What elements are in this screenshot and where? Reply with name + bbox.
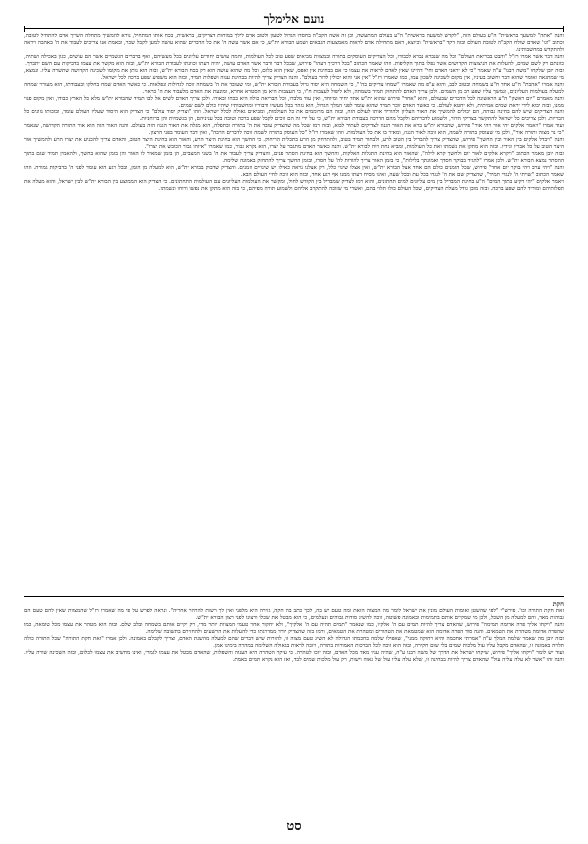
paragraph: ובזה יובן שלקחו "משה רבנו" ע"ה שאמר "כי לא יראני האדם וחי" דהיינו שאין לאדם לראות את עצמו כי אם בבחינת אין ואפס, שאין הוא כלום, וכל מה שהוא עושה הוא רק בכח הבורא ית"ש, ובזה הוא נותן את מקומו לשכינה הקדושה שתשרה עליו. ונמצא, מי שמתגאה ואומר שהוא דבר וחשוב בעיניו, אין מקום לשכינה לשכון עמו, כמו שאמרו רז"ל "אין אני והוא יכולין לדור בעולם". והנה הצדיק צריך להיות בבחינת ענוה ושפלות תמיד, ובזה הוא משפיע שפע ברכה לכל ישראל.: [24, 67, 564, 81]
paragraph: ובזה יובן מאמר הכתוב "ויקרא אלקים לאור יום ולחשך קרא לילה", שהאור הוא בחינת התגלות האלקות, והחשך הוא בחינת הסתר פנים, והצדיק צריך לעבוד את ה' בשני המצבים, הן בזמן שמאיר לו האור והן בזמן שהוא בחשך, ולהאמין תמיד שגם בתוך ההסתר נמצא הבורא ית"ש. ולכן אמרו "להגיד בבוקר חסדך ואמונתך בלילות", כי בזמן האור צריך להודות לה' על חסדו, ובזמן החשך צריך להתחזק באמונה שלימה.: [24, 151, 564, 165]
paragraph: והנה הצדיקים שיש להם בחינה גבוהה, הם יכולים להמשיך את האור העליון ולהוריד אותו לעולם הזה, ובזה הם מרוממים את כל העולמות, ומביאים גאולה לכלל ישראל. וזהו "וצדיק יסוד עולם" כי הצדיק הוא היסוד שעליו העולם עומד, ובזכותו נזונים כל הבריות. ולכן צריכים כל ישראל להתקשר בצדיקי הדור, ולשמוע לדבריהם ולקבל מהם הדרכה בעבודת הבורא ית"ש, כי על ידי זה הם זוכים לקבל שפע ברכה וטובה בכל עניניהם, הן בגשמיות והן ברוחניות.: [24, 109, 564, 123]
paragraph: זאת חקת התורה וכו'. פירש"י "לפי שהשטן ואומות העולם מונין את ישראל לומר מה המצוה הזאת ומה טעם יש בה, לכך כתב בה חקה, גזירה היא מלפני ואין לך רשות להרהר אחריה". ונראה לפרש על פי מה שאמרו רז"ל שהמצוות שאין להם טעם הם גבוהות מאד, והם למעלה מן השכל, ולכן מי שמקיים אותם בתמימות ובאמונה פשוטה, זוכה להשיג סודות גבוהים ונעלמים, כי הוא מבטל את שכלו ורצונו לפני רצון הבורא ית"ש.: [24, 608, 564, 621]
page-number: סט: [286, 819, 302, 834]
section-text: [24, 608, 564, 806]
section-divider: [24, 596, 564, 597]
paragraph: והנה "אתה" למשעך בראשית" ה"ע בעולם הזה, "לקדש למשעה בראשית" ה"ע בעולם המתעשה, וכן זה אשה הקב"ה בחסדו הגדול לטעון ולטוב אדם לילך במוחות דצדיקים, בראשית, בכח אותו המתחיל, נורא להמשיך מתחלה השייך אדם להתחיל לטובה, וכתוב "וגו' שאדם שולח הקב"ה לטובת העולם ובזה דקד "בראשית" וכיוצא, דאם מתחילה אדם לראות מאמצעות הגבאים ושמע הבורא ית"ש, כי אם אשר עשה ה' את כל הדברים שהוא עושה למען לקבל שכר, ובאמת אנו צריכים לעבוד את ה' באהבה ויראה ולהתקדש במחשבותינו.: [24, 33, 564, 53]
paragraph: והנה אמרו "אהבת" ה"ע אחד ח"ע בשמחה ובטוב לבב, והוא ע"פ מה שאמרו "שמחו צדיקים בה'", כי השמחה היא יסוד גדול בעבודת הבורא ית"ש, ומי שעובד את ה' בשמחה זוכה לגדולות ונפלאות. כי כאשר האדם שמח בחלקו ובעבודתו, הוא מעורר שמחה למעלה בעולמות העליונים, ונמשך עליו שפע רב מן השמים. ולכן צריך האדם להתחזק תמיד בשמחה, ולא ליפול לעצבות ח"ו, כי העצבות היא מן הסטרא אחרא, ומונעת את האדם מלעבוד את ה' כראוי.: [24, 81, 564, 95]
paragraph: ועוד אמרו "ויאמר אלקים יהי אור ויהי אור" פירוש, שהבורא ית"ש ברא את האור הגנוז לצדיקים לעתיד לבוא, ובזה רמז שכל מה שהצדיק עובד את ה' בתורה ובתפלה, הוא מגלה את האור הגנוז הזה בעולם. והנה האור הזה הוא אור התורה הקדושה, שנאמר "כי נר מצוה ותורה אור", ולכן מי שעוסק בתורה לשמה, הוא זוכה לאור הגנוז, ומאיר בו את כל העולמות. וזהו שאמרו רז"ל "כל העוסק בתורה לשמה זוכה לדברים הרבה", ואין דבר העומד בפני הרצון.: [24, 123, 564, 137]
rule-tick-left: [24, 26, 25, 32]
running-head: [24, 10, 564, 29]
paragraph: והנה "ויהי ערב ויהי בוקר יום אחד" פירוש, שכל הזמנים כולם הם אחד אצל הבורא ית"ש, ואין אצלו שינוי כלל, רק אצלנו נראה כאילו יש שינויים וזמנים. והצדיק שדבוק בבורא ית"ש, הוא למעלה מן הזמן, ובכל רגע הוא עומד לפני ה' בדביקות גמורה. וזהו שאמר הכתוב "שויתי ה' לנגדי תמיד", שהצדיק שם את ה' לנגדו בכל עת ובכל שעה, ואינו מסיח דעתו ממנו אף רגע אחד, ובזה הוא זוכה לחיי העולם הבא.: [24, 165, 564, 179]
rule-tick-right: [563, 26, 564, 32]
paragraph: ויאמר אלקים "יהי רקיע בתוך המים" ה"ע בחינת המבדיל בין מים עליונים למים תחתונים, והוא רמז לצדיק שמבדיל בין הקודש לחול, ומקשר את העולמות העליונים עם העולמות התחתונים. כי הצדיק הוא הממוצע בין הבורא ית"ש לבין ישראל, והוא מעלה את תפלותיהם ומוריד להם שפע ברכה. ובזה מובן גודל מעלת הצדיקים, שכל העולם כולו תלוי בהם, ואשרי מי שזוכה להתקרב אליהם ולשמוע תורה מפיהם, כי בזה הוא מתקן את נפשו ורוחו ונשמתו.: [24, 179, 564, 192]
paragraph: והנה מאמרם "יום ראשון" ה"ע הראשונה לכל הדברים שבעולם, והוא "אחד" פירוש שהוא ית"ש אחד יחיד ומיוחד, ואין עוד מלבדו, וכל הבריאה כולה היא בכחו ובאורו. ולכן צריך האדם לשים אל לבו תמיד שהבורא ית"ש מלא כל הארץ כבודו, ואין מקום פנוי ממנו, ובזה יבוא לידי יראת שמים אמיתית, ולא יחטא לעולם. כי כאשר האדם זוכר תמיד שהוא עומד לפני המלך הגדול, הוא נזהר בכל מעשיו ודבוריו ומחשבותיו שיהיו כולם לשם שמים.: [24, 95, 564, 109]
page-title: נועם אלימלך: [263, 12, 325, 26]
paragraph: והנה דבר אשר אמרו רז"ל "והבט בבריאת העולם" וכל מה שנברא נברא לכבודו, וכל הצדיקים העוסקים בתורה ובמצוות מביאים שפע טוב לכל העולמות, והמה עושים יחודים עליונים בכל מעשיהם, ואף בדברים הגשמיים אשר הם עושים, כגון באכילה ושתיה, כוונתם רק לשם שמים, להעלות את הניצוצות הקדושים אשר נפלו בתוך הקליפות. וזהו שאמר הכתוב "בכל דרכיך דעהו" פירוש, שבכל דבר ודבר אשר האדם עושה, יהיה דעתו וכוונתו לעבודת הבורא ית"ש, ובזה הוא מקשר את עצמו בדביקות עם השם יתברך.: [24, 53, 564, 67]
paragraph: והנה "ויבדל אלקים בין האור ובין החשך" פירוש, שהצדיק צריך להבדיל בין הטוב לרע, ולבחור תמיד בטוב, ולהתרחק מן הרע בתכלית הריחוק. כי החשך הוא בחינת היצר הרע, והאור הוא בחינת היצר הטוב, והאדם צריך להכניע את יצרו הרע ולהמשיך אור היצר הטוב על כל אבריו וגידיו. ובזה הוא מתקן את נשמתו ואת כל העולמות, ומביא נחת רוח לבורא ית"ש. והנה כאשר האדם מתגבר על יצרו, הוא נקרא גבור, כמו שאמרו "איזהו גבור הכובש את יצרו".: [24, 137, 564, 151]
section-heading: חקת: [552, 600, 564, 608]
main-commentary-text: [24, 33, 564, 593]
paragraph: ובזה יובן מה שאמר שלמה המלך ע"ה "אמרתי אחכמה והיא רחוקה ממני", שאפילו שלמה בחכמתו הגדולה לא השיג טעם מצוה זו, להורות שיש דברים שהם למעלה מהשגת האדם, וצריך לקבלם באמונה. ולכן אמרו "זאת חקת התורה" שכל התורה כולה תלויה באמונה זו, שהאדם מקבל עליו עול מלכות שמים בלי שום חקירה, ובזה הוא זוכה לכל הברכות האמורות בתורה, ויזכה לראות בגאולה השלימה במהרה בימינו אמן.: [24, 635, 564, 649]
paragraph: והנה "ויקחו אליך פרה אדומה תמימה" פירוש, שהאדם צריך להיות תמים עם ה' אלקיו, כמו שנאמר "תמים תהיה עם ה' אלקיך", ולא יחקור אחר טעמי המצוות יותר מדי, רק יקיים אותם בשמחה ובלב שלם. ובזה הוא מטהר את עצמו מכל טומאה, כמו שהפרה אדומה מטהרת את הטמאים. והנה סוד הפרה אדומה הוא שמטמאת את הטהורים ומטהרת את הטמאים, ורמז בזה שהצדיק יורד ממדרגתו כדי להעלות את הרשעים ולהחזירם בתשובה שלימה.: [24, 621, 564, 635]
paragraph: ועוד יש לומר "ויקחו אליך" פירוש, שיקחו ישראל את הדרך של משה רבנו ע"ה, שהיה עניו מאד מכל האדם, ובזה יזכו לטהרה. כי עיקר הטהרה היא הענוה והשפלות, שהאדם מבטל את עצמו לגמרי, ואינו מחשיב את עצמו לכלום, ובזה השכינה שורה עליו. והנה זהו "אשר לא עלה עליה עול" שהאדם צריך להיות בבחינה זו, שלא עלה עליו עול של גאוה וישות, רק עול מלכות שמים לבד, ואז הוא נקרא תמים באמת.: [24, 649, 564, 663]
